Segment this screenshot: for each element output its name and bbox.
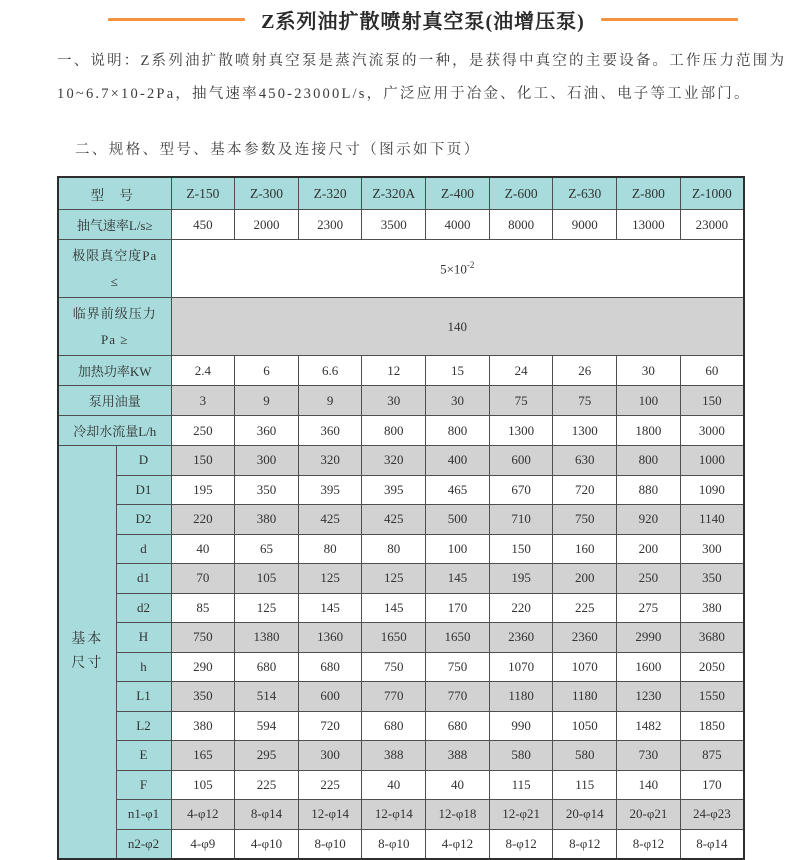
dim-label: D2: [116, 505, 171, 535]
dim-value-cell: 195: [489, 564, 553, 594]
model-header-row: [58, 177, 744, 210]
dim-value-cell: 275: [617, 593, 681, 623]
dim-value-cell: 125: [362, 564, 426, 594]
dim-value-cell: 300: [680, 534, 744, 564]
dim-value-cell: 594: [235, 711, 299, 741]
dim-value-cell: 100: [426, 534, 490, 564]
model-name-cell: Z-300: [235, 177, 299, 210]
dim-value-cell: 1000: [680, 446, 744, 476]
dim-value-cell: 2360: [489, 623, 553, 653]
dim-label: d: [116, 534, 171, 564]
merged-param-label: 临界前级压力 Pa ≥: [58, 298, 171, 356]
param-value-cell: 12: [362, 356, 426, 386]
dim-value-cell: 720: [553, 475, 617, 505]
title-row: [108, 6, 738, 32]
model-name-cell: Z-1000: [680, 177, 744, 210]
dim-value-cell: 380: [171, 711, 235, 741]
dim-value-cell: 350: [235, 475, 299, 505]
dim-label: n1-φ1: [116, 800, 171, 830]
dim-value-cell: 1380: [235, 623, 299, 653]
dim-value-cell: 990: [489, 711, 553, 741]
dim-value-cell: 4-φ12: [171, 800, 235, 830]
dim-value-cell: 12-φ18: [426, 800, 490, 830]
param-value-cell: 30: [426, 386, 490, 416]
dim-value-cell: 1650: [426, 623, 490, 653]
param-value-cell: 360: [235, 416, 299, 446]
dim-value-cell: 1850: [680, 711, 744, 741]
dim-value-cell: 1140: [680, 505, 744, 535]
dim-value-cell: 2360: [553, 623, 617, 653]
dim-value-cell: 1070: [553, 652, 617, 682]
dim-value-cell: 380: [680, 593, 744, 623]
dim-value-cell: 920: [617, 505, 681, 535]
dim-value-cell: 85: [171, 593, 235, 623]
dim-value-cell: 1070: [489, 652, 553, 682]
dim-value-cell: 20-φ14: [553, 800, 617, 830]
dim-value-cell: 8-φ12: [489, 829, 553, 859]
dim-value-cell: 65: [235, 534, 299, 564]
param-label: 冷却水流量L/h: [58, 416, 171, 446]
dim-label: D1: [116, 475, 171, 505]
dim-value-cell: 770: [426, 682, 490, 712]
dim-value-cell: 225: [298, 770, 362, 800]
dim-value-cell: 220: [171, 505, 235, 535]
dim-value-cell: 350: [680, 564, 744, 594]
dim-value-cell: 220: [489, 593, 553, 623]
dim-value-cell: 1090: [680, 475, 744, 505]
dim-value-cell: 12-φ21: [489, 800, 553, 830]
merged-param-row: [58, 240, 744, 298]
param-value-cell: 9: [298, 386, 362, 416]
dim-value-cell: 200: [617, 534, 681, 564]
dim-value-cell: 514: [235, 682, 299, 712]
dim-value-cell: 380: [235, 505, 299, 535]
model-name-cell: Z-630: [553, 177, 617, 210]
dim-value-cell: 125: [298, 564, 362, 594]
dim-value-cell: 600: [298, 682, 362, 712]
dim-label: H: [116, 623, 171, 653]
dim-value-cell: 680: [426, 711, 490, 741]
dim-value-cell: 295: [235, 741, 299, 771]
param-value-cell: 800: [362, 416, 426, 446]
param-value-cell: 2300: [298, 210, 362, 240]
model-name-cell: Z-800: [617, 177, 681, 210]
dim-value-cell: 170: [426, 593, 490, 623]
param-row: [58, 356, 744, 386]
dim-value-cell: 388: [362, 741, 426, 771]
dim-value-cell: 12-φ14: [298, 800, 362, 830]
dim-value-cell: 730: [617, 741, 681, 771]
dimension-row: [58, 741, 744, 771]
dim-value-cell: 680: [362, 711, 426, 741]
dim-value-cell: 8-φ14: [680, 829, 744, 859]
param-row: [58, 210, 744, 240]
dim-value-cell: 1180: [553, 682, 617, 712]
param-value-cell: 75: [553, 386, 617, 416]
dim-value-cell: 750: [426, 652, 490, 682]
param-value-cell: 3500: [362, 210, 426, 240]
dim-value-cell: 8-φ12: [553, 829, 617, 859]
param-value-cell: 1800: [617, 416, 681, 446]
param-value-cell: 13000: [617, 210, 681, 240]
param-value-cell: 2.4: [171, 356, 235, 386]
param-value-cell: 4000: [426, 210, 490, 240]
dim-value-cell: 4-φ12: [426, 829, 490, 859]
dim-value-cell: 4-φ9: [171, 829, 235, 859]
description-line-1: 一、说明：Z系列油扩散喷射真空泵是蒸汽流泵的一种，是获得中真空的主要设备。工作压力范围为: [57, 53, 787, 69]
param-value-cell: 23000: [680, 210, 744, 240]
param-label: 加热功率KW: [58, 356, 171, 386]
dim-value-cell: 320: [362, 446, 426, 476]
dim-value-cell: 400: [426, 446, 490, 476]
dim-value-cell: 8-φ12: [617, 829, 681, 859]
dim-value-cell: 1600: [617, 652, 681, 682]
param-value-cell: 100: [617, 386, 681, 416]
param-value-cell: 3000: [680, 416, 744, 446]
dim-value-cell: 115: [489, 770, 553, 800]
dim-value-cell: 425: [362, 505, 426, 535]
dim-value-cell: 80: [362, 534, 426, 564]
param-row: [58, 386, 744, 416]
dim-value-cell: 225: [553, 593, 617, 623]
dimension-row: [58, 770, 744, 800]
dim-value-cell: 425: [298, 505, 362, 535]
dim-label: d1: [116, 564, 171, 594]
title-rule-right: [601, 18, 738, 21]
dim-value-cell: 8-φ10: [298, 829, 362, 859]
param-value-cell: 1300: [553, 416, 617, 446]
param-value-cell: 450: [171, 210, 235, 240]
dim-value-cell: 2050: [680, 652, 744, 682]
dim-value-cell: 80: [298, 534, 362, 564]
model-header-label: 型 号: [58, 177, 171, 210]
dim-value-cell: 125: [235, 593, 299, 623]
merged-param-value: $5\times 10^{-2}$: [171, 240, 744, 298]
merged-param-label: 极限真空度Pa ≤: [58, 240, 171, 298]
model-name-cell: Z-400: [426, 177, 490, 210]
model-name-cell: Z-150: [171, 177, 235, 210]
dim-value-cell: 670: [489, 475, 553, 505]
param-value-cell: 360: [298, 416, 362, 446]
dim-value-cell: 388: [426, 741, 490, 771]
param-value-cell: 2000: [235, 210, 299, 240]
dim-value-cell: 200: [553, 564, 617, 594]
section-heading: 二、规格、型号、基本参数及连接尺寸（图示如下页）: [75, 142, 481, 158]
dim-value-cell: 225: [235, 770, 299, 800]
title-rule-left: [108, 18, 245, 21]
page-title: Z系列油扩散喷射真空泵(油增压泵): [261, 10, 585, 33]
dim-value-cell: 145: [298, 593, 362, 623]
dim-value-cell: 12-φ14: [362, 800, 426, 830]
dim-value-cell: 1050: [553, 711, 617, 741]
dim-value-cell: 350: [171, 682, 235, 712]
dim-value-cell: 145: [362, 593, 426, 623]
dimension-row: [58, 475, 744, 505]
dim-label: h: [116, 652, 171, 682]
description-line-2: 10~6.7×10-2Pa，抽气速率450-23000L/s，广泛应用于冶金、化工、石油、电子等工业部门。: [57, 86, 751, 102]
dim-value-cell: 300: [298, 741, 362, 771]
dimension-row: [58, 446, 744, 476]
dimension-row: [58, 711, 744, 741]
dim-label: L1: [116, 682, 171, 712]
param-value-cell: 9: [235, 386, 299, 416]
dim-value-cell: 2990: [617, 623, 681, 653]
dim-value-cell: 1230: [617, 682, 681, 712]
param-value-cell: 9000: [553, 210, 617, 240]
dim-value-cell: 500: [426, 505, 490, 535]
dim-value-cell: 750: [171, 623, 235, 653]
model-name-cell: Z-320: [298, 177, 362, 210]
dim-value-cell: 8-φ10: [362, 829, 426, 859]
dimension-row: [58, 593, 744, 623]
dim-value-cell: 800: [617, 446, 681, 476]
param-value-cell: 1300: [489, 416, 553, 446]
param-value-cell: 75: [489, 386, 553, 416]
dimension-row: [58, 534, 744, 564]
param-value-cell: 60: [680, 356, 744, 386]
dim-value-cell: 750: [362, 652, 426, 682]
dim-value-cell: 1180: [489, 682, 553, 712]
page: [0, 6, 800, 851]
dim-label: D: [116, 446, 171, 476]
dim-value-cell: 710: [489, 505, 553, 535]
dim-value-cell: 40: [362, 770, 426, 800]
param-value-cell: 30: [617, 356, 681, 386]
dim-value-cell: 24-φ23: [680, 800, 744, 830]
dim-value-cell: 105: [235, 564, 299, 594]
dims-group-label: 基本 尺寸: [58, 446, 116, 860]
dim-value-cell: 630: [553, 446, 617, 476]
dim-label: d2: [116, 593, 171, 623]
dim-label: L2: [116, 711, 171, 741]
param-value-cell: 150: [680, 386, 744, 416]
dimension-row: [58, 829, 744, 859]
dim-value-cell: 170: [680, 770, 744, 800]
dim-value-cell: 160: [553, 534, 617, 564]
dim-value-cell: 1360: [298, 623, 362, 653]
dim-value-cell: 580: [489, 741, 553, 771]
dim-value-cell: 40: [171, 534, 235, 564]
dim-value-cell: 875: [680, 741, 744, 771]
specs-table-wrapper: [57, 176, 745, 860]
dim-value-cell: 300: [235, 446, 299, 476]
param-value-cell: 250: [171, 416, 235, 446]
dim-value-cell: 195: [171, 475, 235, 505]
param-value-cell: 26: [553, 356, 617, 386]
dim-value-cell: 150: [171, 446, 235, 476]
param-label: 抽气速率L/s≥: [58, 210, 171, 240]
dim-value-cell: 880: [617, 475, 681, 505]
dim-value-cell: 70: [171, 564, 235, 594]
dim-label: F: [116, 770, 171, 800]
dim-value-cell: 680: [298, 652, 362, 682]
dim-value-cell: 145: [426, 564, 490, 594]
model-name-cell: Z-320A: [362, 177, 426, 210]
dim-value-cell: 720: [298, 711, 362, 741]
dim-value-cell: 600: [489, 446, 553, 476]
dimension-row: [58, 505, 744, 535]
dim-value-cell: 4-φ10: [235, 829, 299, 859]
dim-value-cell: 680: [235, 652, 299, 682]
dim-value-cell: 3680: [680, 623, 744, 653]
param-label: 泵用油量: [58, 386, 171, 416]
dim-value-cell: 40: [426, 770, 490, 800]
param-value-cell: 6.6: [298, 356, 362, 386]
dim-value-cell: 465: [426, 475, 490, 505]
dimension-row: [58, 652, 744, 682]
param-value-cell: 6: [235, 356, 299, 386]
dim-value-cell: 1550: [680, 682, 744, 712]
dim-label: E: [116, 741, 171, 771]
specs-table-body: [58, 177, 744, 859]
model-name-cell: Z-600: [489, 177, 553, 210]
param-row: [58, 416, 744, 446]
dim-value-cell: 150: [489, 534, 553, 564]
dim-value-cell: 250: [617, 564, 681, 594]
description: [57, 45, 787, 111]
dim-value-cell: 290: [171, 652, 235, 682]
param-value-cell: 30: [362, 386, 426, 416]
dim-value-cell: 395: [362, 475, 426, 505]
param-value-cell: 3: [171, 386, 235, 416]
dim-value-cell: 580: [553, 741, 617, 771]
merged-param-value: 140: [171, 298, 744, 356]
dim-value-cell: 140: [617, 770, 681, 800]
dimension-row: [58, 564, 744, 594]
dim-value-cell: 105: [171, 770, 235, 800]
dim-value-cell: 750: [553, 505, 617, 535]
merged-param-row: [58, 298, 744, 356]
dim-label: n2-φ2: [116, 829, 171, 859]
dim-value-cell: 165: [171, 741, 235, 771]
dim-value-cell: 395: [298, 475, 362, 505]
param-value-cell: 24: [489, 356, 553, 386]
param-value-cell: 8000: [489, 210, 553, 240]
dim-value-cell: 20-φ21: [617, 800, 681, 830]
dimension-row: [58, 623, 744, 653]
dim-value-cell: 115: [553, 770, 617, 800]
dim-value-cell: 320: [298, 446, 362, 476]
param-value-cell: 15: [426, 356, 490, 386]
dim-value-cell: 1650: [362, 623, 426, 653]
dimension-row: [58, 682, 744, 712]
dim-value-cell: 8-φ14: [235, 800, 299, 830]
dimension-row: [58, 800, 744, 830]
dim-value-cell: 770: [362, 682, 426, 712]
specs-table: [57, 176, 745, 860]
dim-value-cell: 1482: [617, 711, 681, 741]
param-value-cell: 800: [426, 416, 490, 446]
